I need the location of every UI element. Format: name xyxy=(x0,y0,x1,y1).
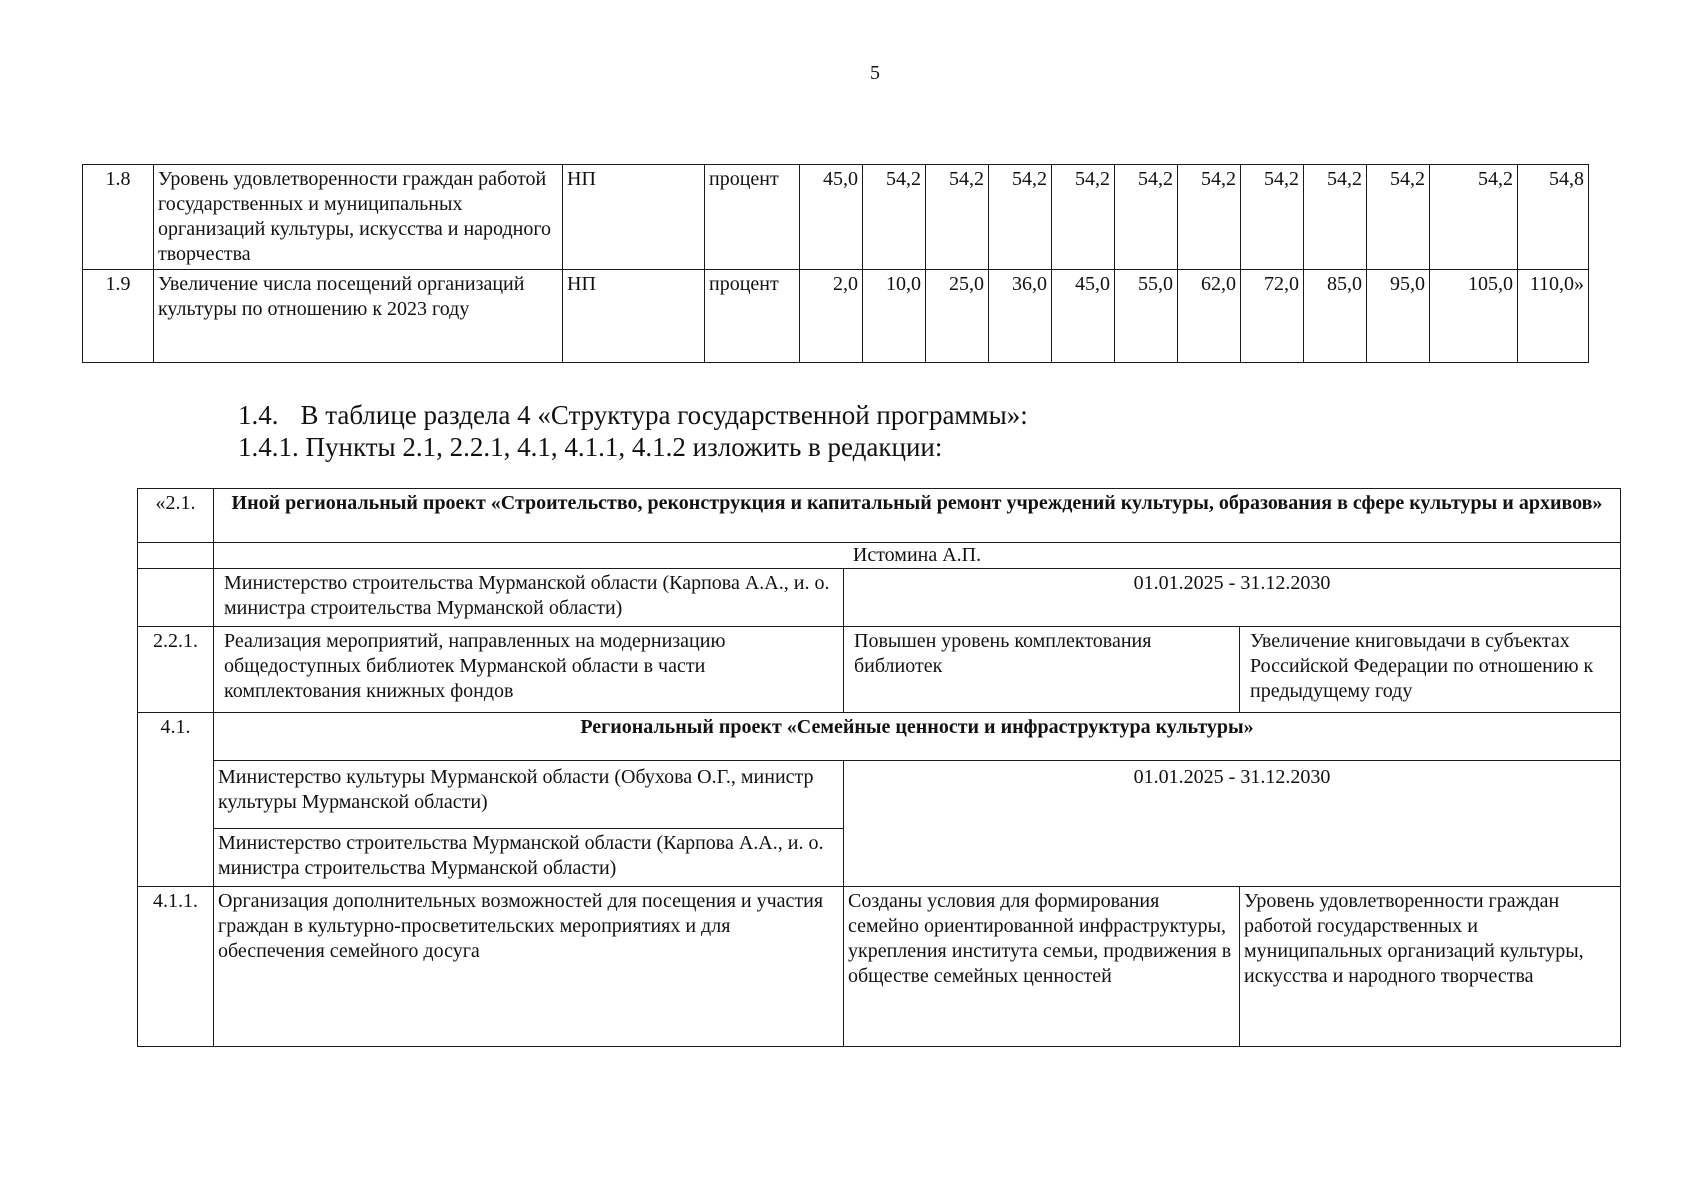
page-number: 5 xyxy=(870,62,880,84)
linked-indicator: Уровень удовлетворенности граждан работой государственных и муниципальных организаций культуры, искусства и народного творчества xyxy=(1240,887,1621,1047)
implementation-period: 01.01.2025 - 31.12.2030 xyxy=(844,761,1621,887)
indicator-value: 25,0 xyxy=(926,270,989,363)
table-row xyxy=(138,569,1621,627)
indicator-value: 2,0 xyxy=(800,270,863,363)
indicator-value: 54,2 xyxy=(989,165,1052,270)
indicator-value: 95,0 xyxy=(1367,270,1430,363)
table-row xyxy=(83,270,1589,363)
indicator-value: 54,2 xyxy=(1052,165,1115,270)
instruction-line-2: 1.4.1. Пункты 2.1, 2.2.1, 4.1, 4.1.1, 4.1.2 изложить в редакции: xyxy=(238,432,943,462)
expected-effect: Созданы условия для формирования семейно ориентированной инфраструктуры, укрепления института семьи, продвижения в обществе семейных ценностей xyxy=(844,887,1240,1047)
item-code: 4.1.1. xyxy=(138,887,214,1047)
indicator-value: 45,0 xyxy=(1052,270,1115,363)
indicator-value: 54,2 xyxy=(863,165,926,270)
item-code: 4.1. xyxy=(138,713,214,887)
indicator-value: 110,0» xyxy=(1518,270,1589,363)
indicator-value: 54,2 xyxy=(1304,165,1367,270)
indicator-unit: процент xyxy=(705,165,800,270)
indicator-name: Увеличение числа посещений организаций культуры по отношению к 2023 году xyxy=(154,270,563,363)
indicator-value: 72,0 xyxy=(1241,270,1304,363)
task-description: Реализация мероприятий, направленных на модернизацию общедоступных библиотек Мурманской области в части комплектования книжных фондов xyxy=(214,627,844,713)
indicator-unit: процент xyxy=(705,270,800,363)
instruction-line-1 xyxy=(238,400,1028,431)
empty-cell xyxy=(138,543,214,569)
indicator-value: 54,8 xyxy=(1518,165,1589,270)
table-row xyxy=(83,165,1589,270)
project-title: Региональный проект «Семейные ценности и инфраструктура культуры» xyxy=(214,713,1621,761)
indicator-value: 105,0 xyxy=(1430,270,1518,363)
indicator-number: 1.9 xyxy=(83,270,154,363)
task-description: Организация дополнительных возможностей для посещения и участия граждан в культурно-просветительских мероприятиях и для обеспечения семейного досуга xyxy=(214,887,844,1047)
indicators-table xyxy=(82,164,1589,363)
table-row xyxy=(138,761,1621,829)
indicator-number: 1.8 xyxy=(83,165,154,270)
indicator-value: 55,0 xyxy=(1115,270,1178,363)
instruction-text: В таблице раздела 4 «Структура государственной программы»: xyxy=(300,400,1028,430)
indicator-value: 10,0 xyxy=(863,270,926,363)
indicator-type: НП xyxy=(563,270,705,363)
table-row xyxy=(138,543,1621,569)
indicator-value: 54,2 xyxy=(926,165,989,270)
indicator-value: 45,0 xyxy=(800,165,863,270)
implementation-period: 01.01.2025 - 31.12.2030 xyxy=(844,569,1621,627)
table-row xyxy=(138,713,1621,761)
project-curator: Истомина А.П. xyxy=(214,543,1621,569)
indicator-type: НП xyxy=(563,165,705,270)
project-title: Иной региональный проект «Строительство, реконструкция и капитальный ремонт учреждений культуры, образования в сфере культуры и архивов» xyxy=(214,489,1621,543)
empty-cell xyxy=(138,569,214,627)
linked-indicator: Увеличение книговыдачи в субъектах Российской Федерации по отношению к предыдущему году xyxy=(1240,627,1621,713)
item-code: 2.2.1. xyxy=(138,627,214,713)
table-row xyxy=(138,489,1621,543)
table-row xyxy=(138,887,1621,1047)
indicator-value: 54,2 xyxy=(1430,165,1518,270)
indicator-name: Уровень удовлетворенности граждан работой государственных и муниципальных организаций культуры, искусства и народного творчества xyxy=(154,165,563,270)
table-row xyxy=(138,627,1621,713)
indicator-value: 54,2 xyxy=(1241,165,1304,270)
structure-table xyxy=(137,488,1621,1047)
instruction-number: 1.4. xyxy=(238,400,279,430)
responsible-executor: Министерство культуры Мурманской области (Обухова О.Г., министр культуры Мурманской области) xyxy=(214,761,844,829)
indicator-value: 85,0 xyxy=(1304,270,1367,363)
indicator-value: 54,2 xyxy=(1115,165,1178,270)
indicator-value: 36,0 xyxy=(989,270,1052,363)
indicator-value: 62,0 xyxy=(1178,270,1241,363)
responsible-executor: Министерство строительства Мурманской области (Карпова А.А., и. о. министра строительства Мурманской области) xyxy=(214,829,844,887)
indicator-value: 54,2 xyxy=(1367,165,1430,270)
item-code: «2.1. xyxy=(138,489,214,543)
responsible-executor: Министерство строительства Мурманской области (Карпова А.А., и. о. министра строительства Мурманской области) xyxy=(214,569,844,627)
indicator-value: 54,2 xyxy=(1178,165,1241,270)
expected-effect: Повышен уровень комплектования библиотек xyxy=(844,627,1240,713)
